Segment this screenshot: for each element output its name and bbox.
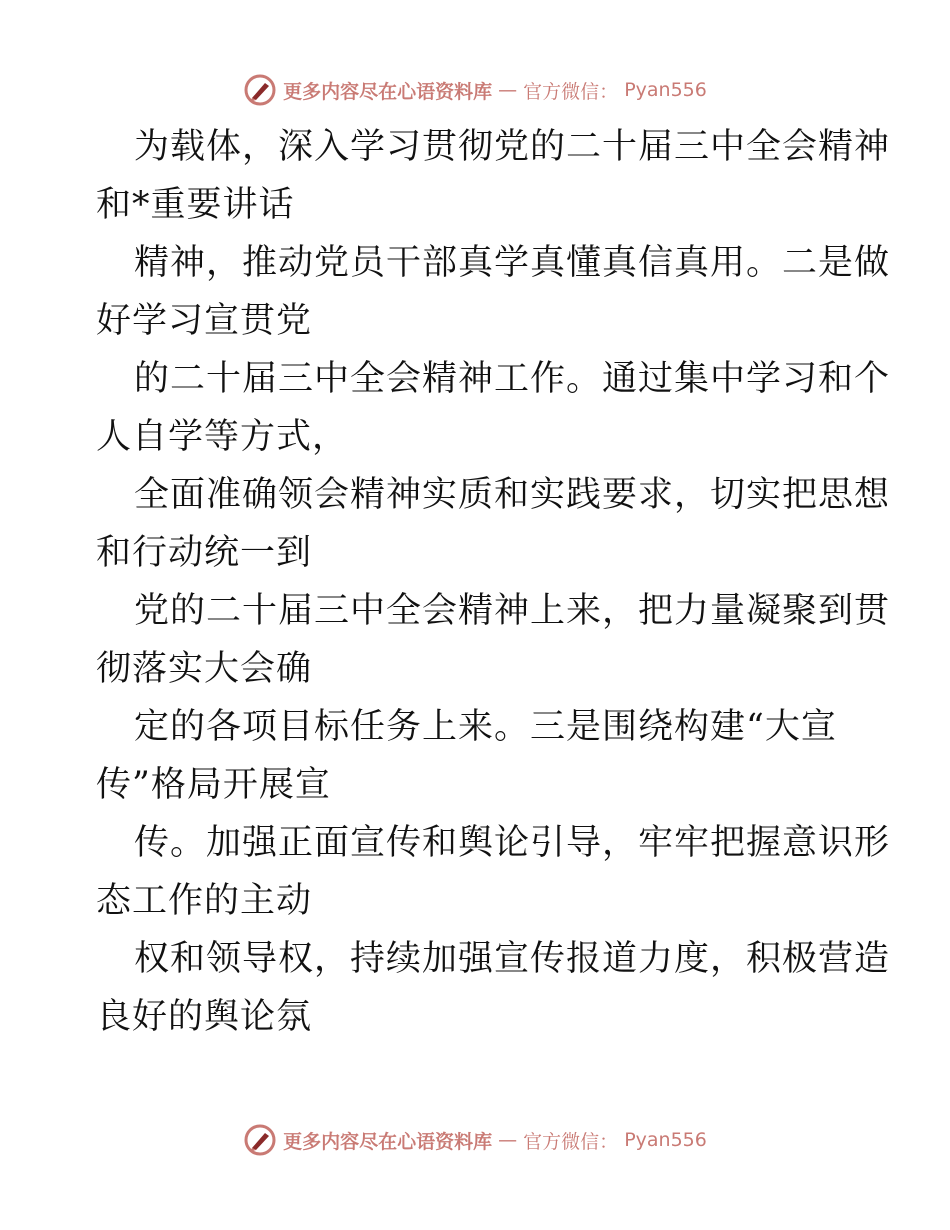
body-line: 和行动统一到 (96, 533, 313, 573)
body-line: 传。加强正面宣传和舆论引导，牢牢把握意识形 (134, 823, 891, 863)
body-line: 党的二十届三中全会精神上来，把力量凝聚到贯 (134, 591, 891, 631)
pen-logo-icon (243, 1123, 277, 1157)
body-line: 良好的舆论氛 (96, 997, 313, 1037)
body-line: 定的各项目标任务上来。三是围绕构建“大宣 (134, 707, 837, 747)
body-line: 的二十届三中全会精神工作。通过集中学习和个 (134, 359, 891, 399)
pen-logo-icon (243, 73, 277, 107)
body-line: 权和领导权，持续加强宣传报道力度，积极营造 (134, 939, 891, 979)
body-line: 全面准确领会精神实质和实践要求，切实把思想 (134, 475, 891, 515)
footer-wechat-id: Pyan556 (624, 1129, 707, 1151)
header-brand: 更多内容尽在心语资料库 (283, 80, 493, 103)
document-body (96, 118, 891, 1046)
body-line: 人自学等方式， (96, 417, 349, 457)
body-line: 彻落实大会确 (96, 649, 313, 689)
body-line: 为载体，深入学习贯彻党的二十届三中全会精神 (134, 127, 891, 167)
footer-separator: — (498, 1129, 518, 1151)
body-line: 传”格局开展宣 (96, 765, 331, 805)
footer-wechat-label: 官方微信： (523, 1130, 619, 1153)
body-line: 精神，推动党员干部真学真懂真信真用。二是做 (134, 243, 891, 283)
header-wechat-id: Pyan556 (624, 79, 707, 101)
footer-watermark (0, 1120, 950, 1160)
body-line: 态工作的主动 (96, 881, 313, 921)
header-wechat-label: 官方微信： (523, 80, 619, 103)
header-watermark (0, 70, 950, 110)
body-line: 好学习宣贯党 (96, 301, 313, 341)
footer-brand: 更多内容尽在心语资料库 (283, 1130, 493, 1153)
header-separator: — (498, 79, 518, 101)
body-line: 和*重要讲话 (96, 185, 295, 225)
